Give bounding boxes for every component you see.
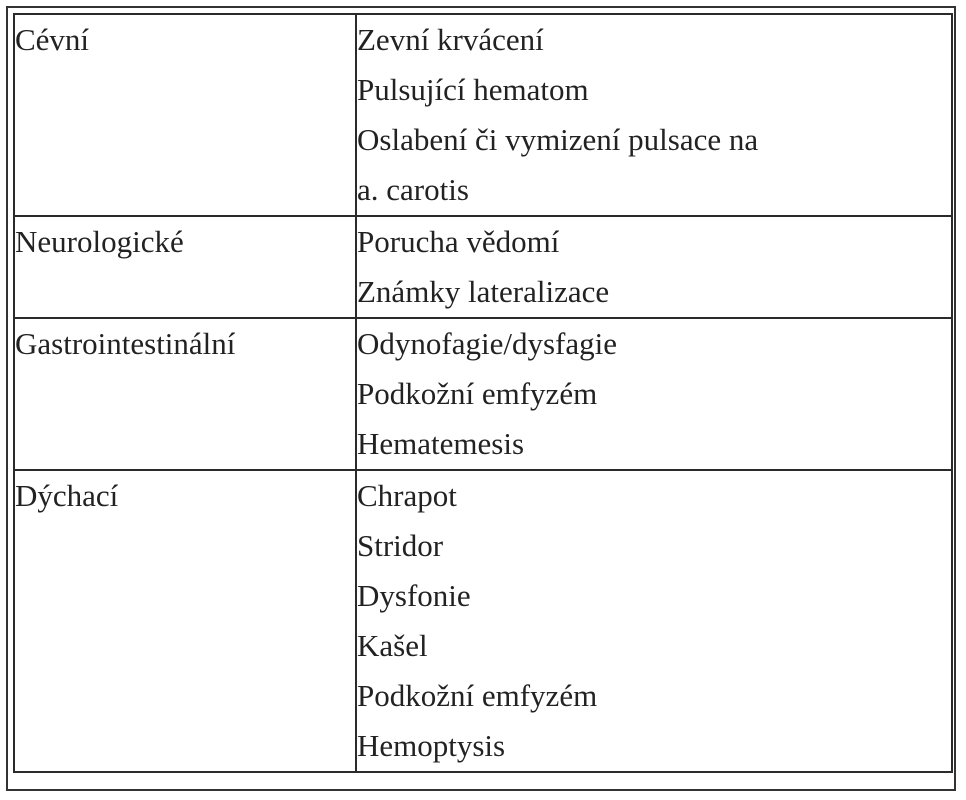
sign-item: Hemoptysis: [357, 728, 506, 763]
table-row-dychaci: [14, 470, 952, 772]
category-label: Neurologické: [15, 224, 184, 259]
sign-item: Stridor: [357, 528, 444, 563]
sign-item: Zevní krvácení: [357, 22, 544, 57]
sign-item: Podkožní emfyzém: [357, 376, 598, 411]
sign-item: Pulsující hematom: [357, 72, 589, 107]
category-label: Gastrointestinální: [15, 326, 236, 361]
symptom-table: [13, 13, 953, 773]
category-cell: [14, 216, 356, 318]
sign-item: Odynofagie/dysfagie: [357, 326, 617, 361]
signs-cell: [356, 216, 952, 318]
sign-item: Oslabení či vymizení pulsace na: [357, 122, 759, 157]
sign-item: a. carotis: [357, 172, 469, 207]
table-row-cevni: [14, 14, 952, 216]
category-label: Cévní: [15, 22, 90, 57]
signs-cell: [356, 14, 952, 216]
sign-item: Kašel: [357, 628, 428, 663]
category-cell: [14, 470, 356, 772]
sign-item: Podkožní emfyzém: [357, 678, 598, 713]
sign-item: Porucha vědomí: [357, 224, 560, 259]
sign-item: Dysfonie: [357, 578, 471, 613]
sign-item: Známky lateralizace: [357, 274, 610, 309]
category-label: Dýchací: [15, 478, 119, 513]
category-cell: [14, 14, 356, 216]
signs-cell: [356, 318, 952, 470]
table-row-neurologicke: [14, 216, 952, 318]
sign-item: Chrapot: [357, 478, 457, 513]
category-cell: [14, 318, 356, 470]
signs-cell: [356, 470, 952, 772]
table-row-gastrointestinalni: [14, 318, 952, 470]
sign-item: Hematemesis: [357, 426, 525, 461]
